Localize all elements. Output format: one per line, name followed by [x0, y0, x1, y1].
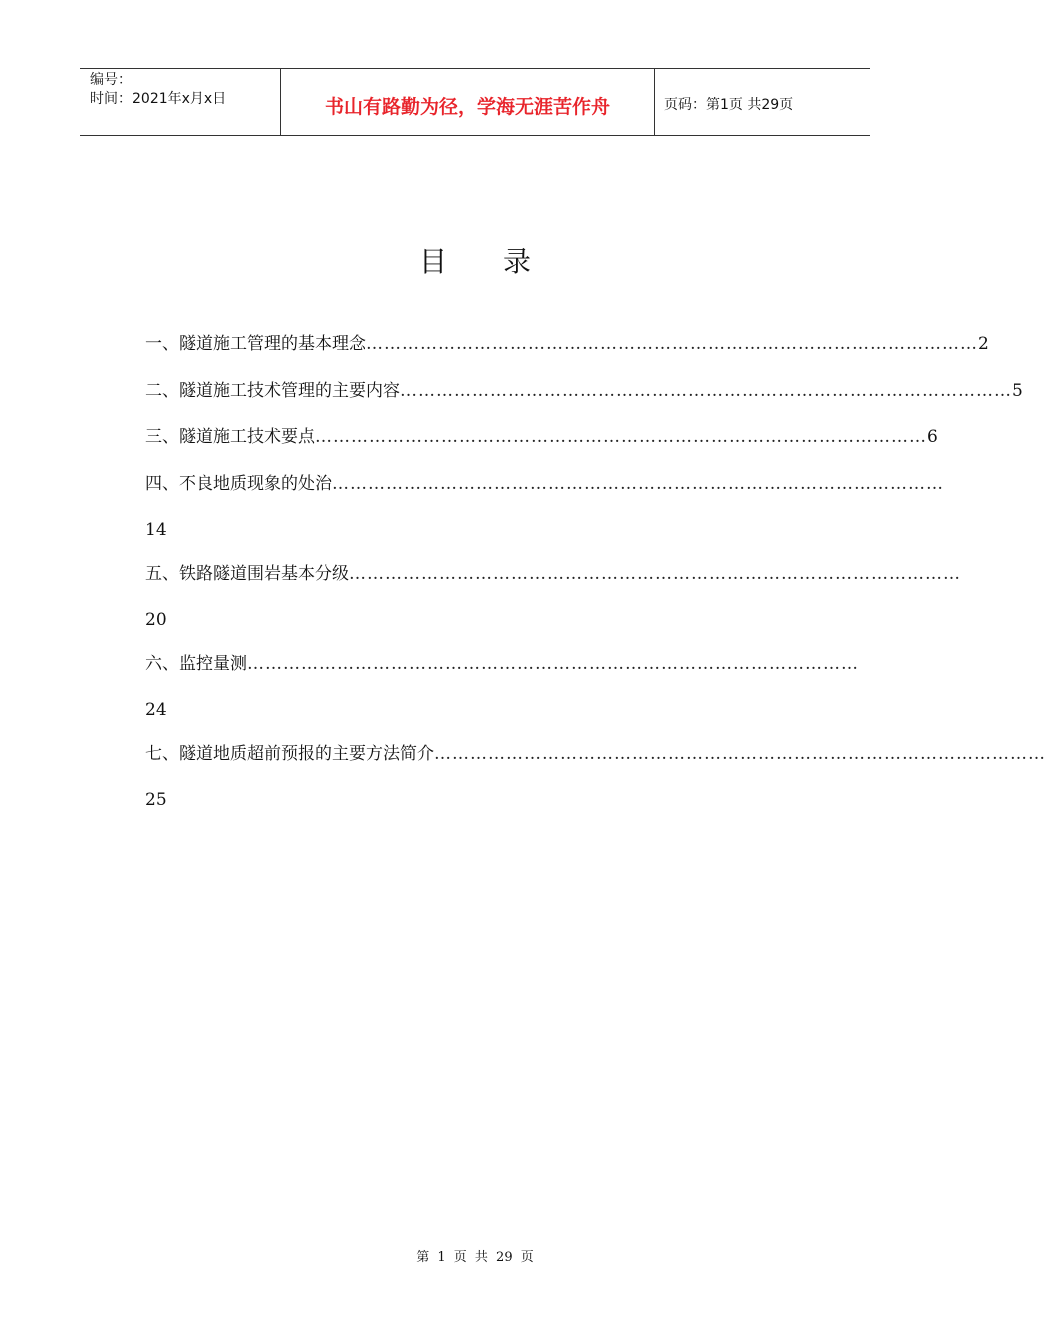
toc-entry-page: 20 — [145, 610, 167, 630]
toc-entry-page: 2 — [978, 334, 989, 354]
toc-leader-dots: ………………………………………………………………………………………… — [315, 427, 927, 447]
toc-entry[interactable] — [145, 735, 1046, 782]
toc-entry-page: 14 — [145, 520, 167, 540]
toc-leader-dots: ………………………………………………………………………………………… — [366, 334, 978, 354]
header-motto: 书山有路勤为径，学海无涯苦作舟 — [281, 69, 655, 135]
toc-entry[interactable] — [145, 465, 944, 512]
toc-entry-label: 五、铁路隧道围岩基本分级 — [145, 563, 349, 584]
toc-leader-dots: ………………………………………………………………………………………… — [247, 653, 859, 674]
toc-entry[interactable] — [145, 555, 961, 602]
toc-entry-label: 六、监控量测 — [145, 653, 247, 674]
toc-entry-label: 一、隧道施工管理的基本理念 — [145, 334, 366, 354]
toc-leader-dots: ………………………………………………………………………………………… — [400, 380, 1012, 401]
toc-entry-page: 24 — [145, 700, 167, 720]
toc-leader-dots: ………………………………………………………………………………………… — [332, 473, 944, 494]
toc-entry-page: 6 — [927, 427, 938, 447]
toc-title: 目录 — [418, 245, 587, 278]
toc-entry-page: 5 — [1012, 380, 1023, 401]
toc-entry-label: 四、不良地质现象的处治 — [145, 473, 332, 494]
toc-entry[interactable] — [145, 418, 938, 465]
toc-leader-dots: ………………………………………………………………………………………… — [434, 743, 1046, 764]
toc-entry-label: 二、隧道施工技术管理的主要内容 — [145, 380, 400, 401]
page-footer: 第 1 页 共 29 页 — [416, 1250, 534, 1265]
header-page-info: 页码：第1页 共29页 — [664, 97, 794, 113]
document-date-label: 时间：2021年x月x日 — [90, 91, 227, 107]
header-meta — [80, 69, 281, 135]
document-number-label: 编号： — [90, 72, 132, 88]
toc-entry[interactable] — [145, 325, 989, 372]
toc-entry-label: 七、隧道地质超前预报的主要方法简介 — [145, 743, 434, 764]
toc-entry-label: 三、隧道施工技术要点 — [145, 427, 315, 447]
toc-leader-dots: ………………………………………………………………………………………… — [349, 563, 961, 584]
toc-entry[interactable] — [145, 372, 1023, 419]
toc-entry[interactable] — [145, 645, 859, 692]
table-of-contents — [145, 325, 1046, 825]
toc-entry-page: 25 — [145, 790, 167, 810]
page-header — [80, 68, 870, 136]
